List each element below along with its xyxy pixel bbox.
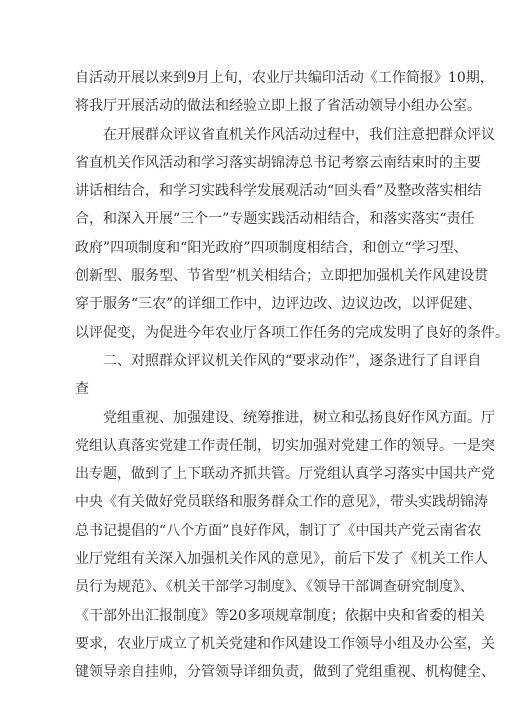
text-line: 将我厅开展活动的做法和经验立即上报了省活动领导小组办公室。 <box>75 98 481 115</box>
text-line: 要求，农业厅成立了机关党建和作风建设工作领导小组及办公室，关 <box>75 635 495 652</box>
text-line: 合，和深入开展“三个一”专题实践活动相结合，和落实落实“责任 <box>75 211 475 228</box>
text-line: 员行为规范》、《机关干部学习制度》、《领导干部调查研究制度》、 <box>75 579 474 596</box>
text-line: 在开展群众评议省直机关作风活动过程中，我们注意把群众评议 <box>103 126 495 143</box>
text-line: 创新型、服务型、节省型”机关相结合；立即把加强机关作风建设贯 <box>75 268 489 285</box>
text-line: 总书记提倡的“八个方面”良好作风，制订了《中国共产党云南省农 <box>75 522 482 539</box>
text-line: 出专题，做到了上下联动齐抓共管。厅党组认真学习落实中国共产党 <box>75 466 495 483</box>
text-line: 穿于服务“三农”的详细工作中，边评边改、边议边改，以评促建、 <box>75 296 482 313</box>
text-line: 业厅党组有关深入加强机关作风的意见》，前后下发了《机关工作人 <box>75 551 488 568</box>
section-heading-self-review <box>75 347 482 404</box>
text-line: 以评促变，为促进今年农业厅各项工作任务的完成发明了良好的条件。 <box>75 324 509 341</box>
text-line: 省直机关作风活动和学习落实胡锦涛总书记考察云南结束时的主要 <box>75 154 481 171</box>
text-line: 党组重视、加强建设、统筹推进，树立和弘扬良好作风方面。厅 <box>103 409 495 426</box>
text-line: 党组认真落实党建工作责任制，切实加强对党建工作的领导。一是突 <box>75 437 495 454</box>
text-line: 中央《有关做好党员联络和服务群众工作的意见》，带头实践胡锦涛 <box>75 494 488 511</box>
text-line: 键领导亲自挂帅，分管领导详细负责，做到了党组重视、机构健全、 <box>75 664 495 681</box>
paragraph-activity-summary <box>75 64 494 121</box>
text-line: 二、对照群众评议机关作风的“要求动作”，逐条进行了自评自 <box>103 352 482 369</box>
text-line: 查 <box>75 381 89 398</box>
text-line: 《干部外出汇报制度》等20多项规章制度；依据中央和省委的相关 <box>75 607 485 624</box>
paragraph-combined-activities <box>75 121 509 347</box>
text-line: 政府”四项制度和“阳光政府”四项制度相结合，和创立“学习型、 <box>75 239 468 256</box>
paragraph-party-leadership <box>75 404 495 687</box>
text-line: 讲话相结合，和学习实践科学发展观活动“回头看”及整改落实相结 <box>75 183 482 200</box>
text-line: 自活动开展以来到9月上旬，农业厅共编印活动《工作简报》10期， <box>75 70 494 86</box>
document-body <box>75 64 509 687</box>
